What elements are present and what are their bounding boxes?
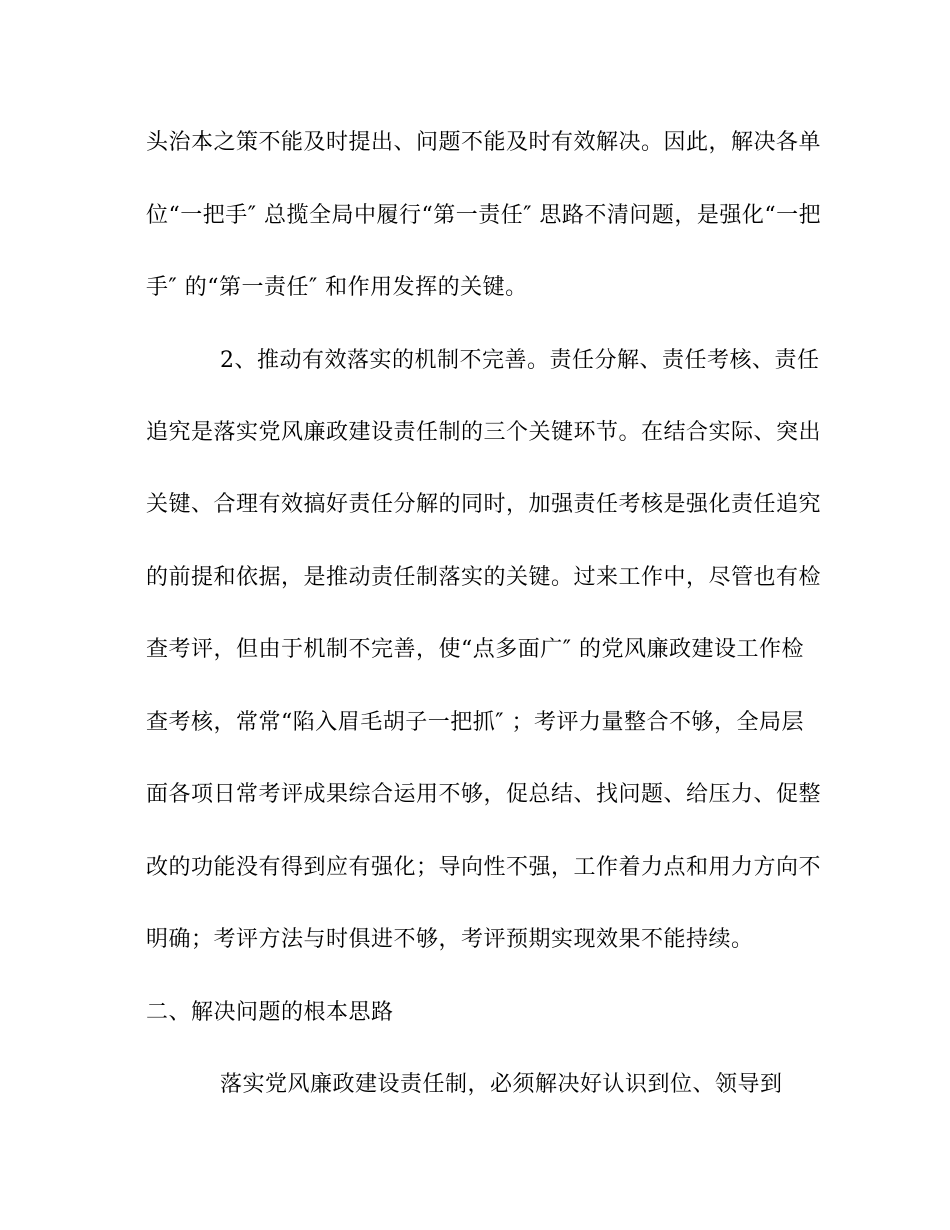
paragraph-line-2: 位“一把手″ 总揽全局中履行“第一责任″ 思路不清问题，是强化“一把 bbox=[146, 203, 822, 228]
paragraph-2-line-7: 面各项日常考评成果综合运用不够，促总结、找问题、给压力、促整 bbox=[146, 782, 822, 807]
paragraph-line-3: 手″ 的“第一责任″ 和作用发挥的关键。 bbox=[146, 275, 528, 300]
paragraph-3-line-1: 落实党风廉政建设责任制，必须解决好认识到位、领导到 bbox=[220, 1072, 783, 1097]
paragraph-2-line-3: 关键、合理有效搞好责任分解的同时，加强责任考核是强化责任追究 bbox=[146, 492, 822, 517]
paragraph-2-line-6: 查考核，常常“陷入眉毛胡子一把抓″ ；考评力量整合不够，全局层 bbox=[146, 710, 804, 735]
paragraph-line-1: 头治本之策不能及时提出、问题不能及时有效解决。因此，解决各单 bbox=[146, 130, 822, 155]
paragraph-2-line-5: 查考评，但由于机制不完善，使“点多面广″ 的党风廉政建设工作检 bbox=[146, 637, 804, 662]
paragraph-2-line-1: 2、推动有效落实的机制不完善。责任分解、责任考核、责任 bbox=[220, 348, 820, 373]
paragraph-2-line-8: 改的功能没有得到应有强化；导向性不强，工作着力点和用力方向不 bbox=[146, 855, 822, 880]
section-heading: 二、解决问题的根本思路 bbox=[146, 1000, 394, 1025]
paragraph-2-line-9: 明确；考评方法与时俱进不够，考评预期实现效果不能持续。 bbox=[146, 927, 754, 952]
paragraph-2-line-2: 追究是落实党风廉政建设责任制的三个关键环节。在结合实际、突出 bbox=[146, 420, 822, 445]
paragraph-2-line-4: 的前提和依据，是推动责任制落实的关键。过来工作中，尽管也有检 bbox=[146, 565, 822, 590]
